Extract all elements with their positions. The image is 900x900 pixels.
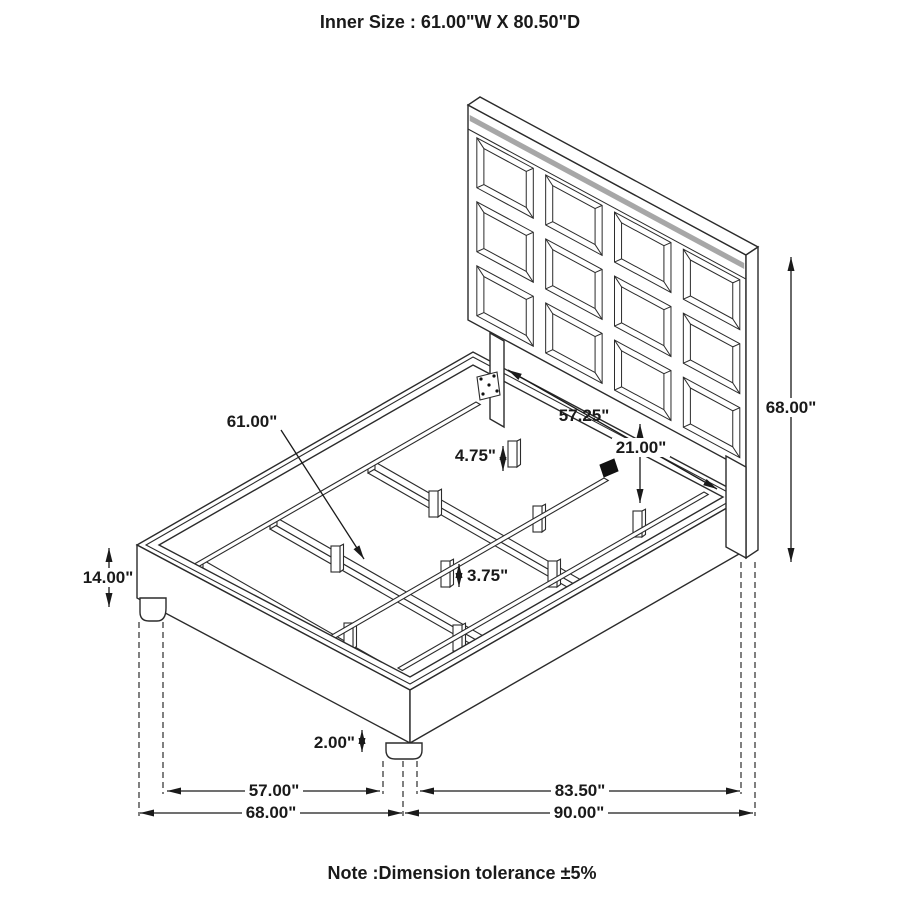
dim-overall-width: [140, 803, 402, 822]
dim-slat-leg-front: [459, 564, 508, 587]
dim-overall-length-label: 90.00": [553, 803, 605, 822]
tolerance-note: Note :Dimension tolerance ±5%: [327, 863, 597, 883]
front-foot: [386, 743, 422, 759]
dim-foot-height-label: 2.00": [313, 733, 355, 752]
dim-slat-leg-rear: [455, 446, 503, 471]
dim-frame-height-label: 14.00": [82, 568, 134, 587]
dim-frame-height: [81, 548, 136, 607]
dim-headboard-inner-width-label: 57.25": [558, 406, 610, 425]
dim-headboard-height-label: 68.00": [765, 398, 817, 417]
dim-overall-width-label: 68.00": [245, 803, 297, 822]
dim-headboard-panel-height-label: 21.00": [615, 438, 667, 457]
dim-slat-leg-front-label: 3.75": [467, 566, 509, 585]
headboard-right-post-side: [746, 247, 758, 558]
frame-side-face: [410, 497, 746, 743]
mounting-bracket: [477, 372, 500, 400]
dim-footboard-inner-width-label: 57.00": [248, 781, 300, 800]
dim-overall-length: [405, 803, 753, 822]
dim-slat-leg-rear-label: 4.75": [454, 446, 496, 465]
dim-footboard-inner-width: [167, 781, 380, 800]
left-foot: [140, 598, 166, 621]
headboard-right-post-front: [726, 456, 746, 558]
dim-frame-length-label: 83.50": [554, 781, 606, 800]
headboard: [468, 97, 758, 470]
dim-foot-height: [314, 730, 362, 752]
dim-headboard-height: [762, 257, 820, 562]
center-rail-bracket: [600, 459, 618, 477]
dim-frame-length: [420, 781, 740, 800]
diagram-title: Inner Size : 61.00"W X 80.50"D: [319, 12, 581, 32]
dim-slat-length-label: 61.00": [226, 412, 278, 431]
